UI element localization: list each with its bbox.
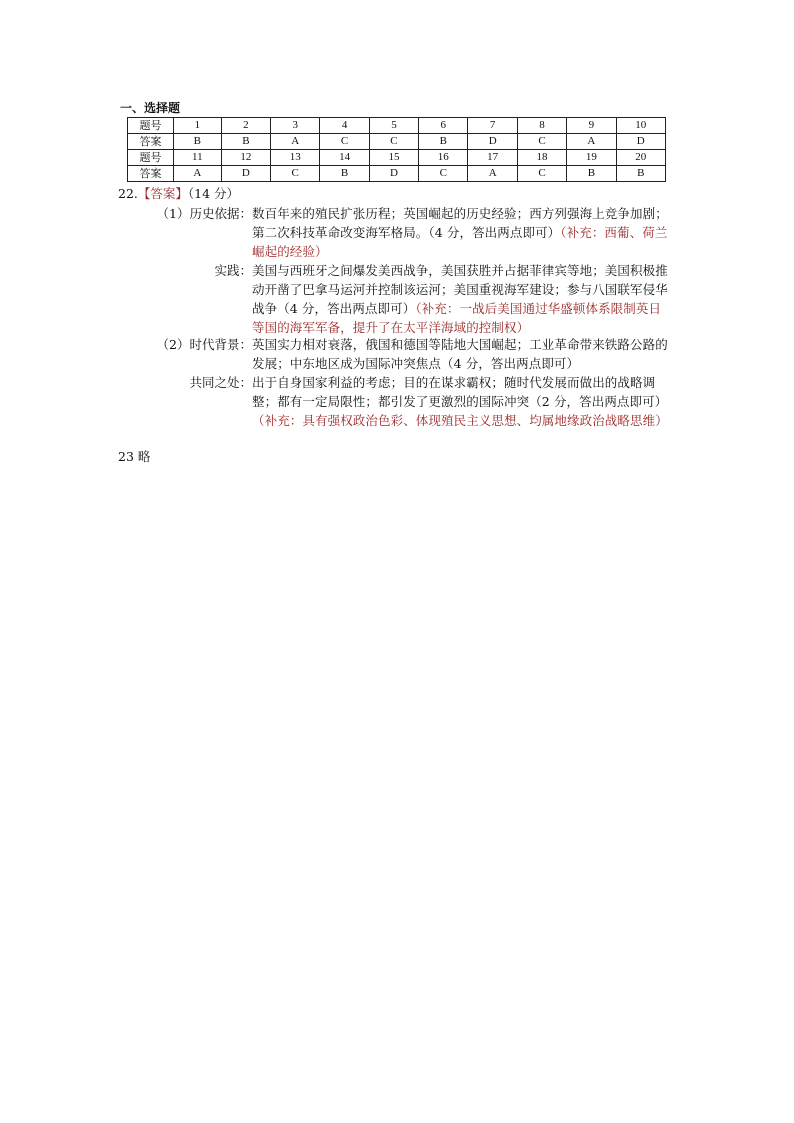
table-cell: 18 — [517, 150, 566, 166]
historical-basis-label: （1）历史依据： — [156, 206, 252, 221]
section-title: 一、选择题 — [120, 101, 181, 115]
table-cell: 3 — [271, 118, 320, 134]
table-cell: B — [320, 166, 369, 182]
era-background-text: 英国实力相对衰落，俄国和德国等陆地大国崛起；工业革命带来铁路公路的发展；中东地区成为国际冲突焦点（4 分，答出两点即可） — [252, 337, 668, 371]
table-cell: 8 — [517, 118, 566, 134]
table-cell: D — [468, 134, 517, 150]
row-label: 题号 — [128, 118, 174, 134]
table-cell: 16 — [419, 150, 468, 166]
table-cell: C — [271, 166, 320, 182]
table-cell: A — [567, 134, 616, 150]
answer-table — [127, 117, 666, 182]
table-cell: D — [369, 166, 418, 182]
table-cell: 5 — [369, 118, 418, 134]
table-row — [128, 134, 666, 150]
table-cell: 4 — [320, 118, 369, 134]
table-cell: C — [369, 134, 418, 150]
answer-label: 【答案】 — [137, 186, 188, 201]
supplement-note: （补充：西葡、荷兰崛起的经验） — [252, 225, 668, 259]
table-cell: C — [320, 134, 369, 150]
row-label: 答案 — [128, 166, 174, 182]
table-cell: 7 — [468, 118, 517, 134]
table-cell: C — [419, 166, 468, 182]
historical-basis-text: 数百年来的殖民扩张历程；英国崛起的历史经验；西方列强海上竞争加剧；第二次科技革命改变海军格局。（4 分，答出两点即可）（补充：西葡、荷兰崛起的经验） — [252, 206, 668, 259]
row-label: 题号 — [128, 150, 174, 166]
table-cell: 10 — [616, 118, 665, 134]
table-cell: B — [221, 134, 270, 150]
practice-text: 美国与西班牙之间爆发美西战争，美国获胜并占据菲律宾等地；美国积极推动开凿了巴拿马运河并控制该运河；美国重视海军建设；参与八国联军侵华战争（4 分，答出两点即可）（补充：一战后美国通过华盛顿体系限制英日等国的海军军备，提升了在太平洋海域的控制权） — [252, 263, 668, 335]
table-row — [128, 150, 666, 166]
score: （14 分） — [187, 186, 240, 201]
table-row — [128, 166, 666, 182]
table-cell: 15 — [369, 150, 418, 166]
table-cell: 19 — [567, 150, 616, 166]
table-cell: 20 — [616, 150, 665, 166]
supplement-note: （补充：一战后美国通过华盛顿体系限制英日等国的海军军备，提升了在太平洋海域的控制权） — [252, 301, 662, 335]
table-cell: A — [174, 166, 222, 182]
table-row — [128, 118, 666, 134]
table-cell: B — [567, 166, 616, 182]
table-cell: 12 — [221, 150, 270, 166]
table-cell: D — [221, 166, 270, 182]
table-cell: 2 — [221, 118, 270, 134]
table-cell: 11 — [174, 150, 222, 166]
table-cell: A — [468, 166, 517, 182]
commonalities-text: 出于自身国家利益的考虑；目的在谋求霸权；随时代发展而做出的战略调整；都有一定局限性；都引发了更激烈的国际冲突（2 分，答出两点即可）（补充：具有强权政治色彩、体现殖民主义思想、均属地缘政治战略思维） — [252, 375, 668, 428]
table-cell: D — [616, 134, 665, 150]
practice-label: 实践： — [214, 263, 252, 278]
table-cell: A — [271, 134, 320, 150]
table-cell: C — [517, 166, 566, 182]
table-cell: B — [616, 166, 665, 182]
question-23: 23 略 — [118, 449, 151, 464]
table-cell: 9 — [567, 118, 616, 134]
commonalities-label: 共同之处： — [189, 375, 252, 390]
question-number: 22. — [118, 186, 138, 201]
era-background-label: （2）时代背景： — [156, 337, 252, 352]
table-cell: C — [517, 134, 566, 150]
table-cell: 14 — [320, 150, 369, 166]
row-label: 答案 — [128, 134, 174, 150]
table-cell: 1 — [174, 118, 222, 134]
table-cell: B — [419, 134, 468, 150]
supplement-note: （补充：具有强权政治色彩、体现殖民主义思想、均属地缘政治战略思维） — [252, 413, 668, 428]
table-cell: 13 — [271, 150, 320, 166]
table-cell: B — [174, 134, 222, 150]
question-22-header — [118, 185, 239, 203]
table-cell: 6 — [419, 118, 468, 134]
table-cell: 17 — [468, 150, 517, 166]
